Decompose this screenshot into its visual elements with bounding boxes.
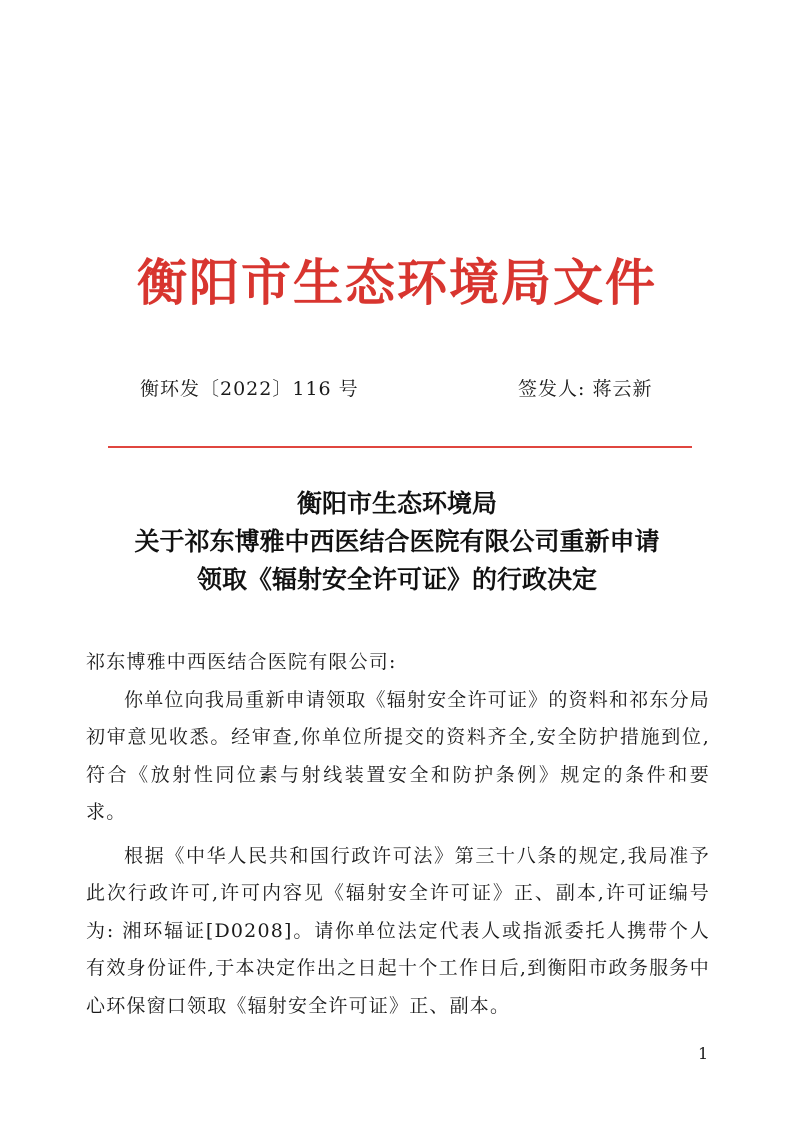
document-number: 衡环发〔2022〕116 号 bbox=[140, 378, 359, 400]
title-line: 关于祁东博雅中西医结合医院有限公司重新申请 bbox=[134, 527, 660, 556]
body-paragraph: 根据《中华人民共和国行政许可法》第三十八条的规定,我局准予此次行政许可,许可内容见《辐射安全许可证》正、副本,许可证编号为: 湘环辐证[D0208]。请你单位法定代表人或指派委托人携带个人有效身份证件,于本决定作出之日起十个工作日后,到衡阳市政务服务中心环保窗口领取《辐射安全许可证》正、副本。 bbox=[86, 844, 710, 1017]
addressee: 祁东博雅中西医结合医院有限公司: bbox=[86, 651, 397, 673]
signer: 签发人: 蒋云新 bbox=[518, 378, 653, 400]
page-number: 1 bbox=[698, 1044, 709, 1063]
red-divider-rule bbox=[108, 446, 692, 448]
body-paragraph: 你单位向我局重新申请领取《辐射安全许可证》的资料和祁东分局初审意见收悉。经审查,你单位所提交的资料齐全,安全防护措施到位,符合《放射性同位素与射线装置安全和防护条例》规定的条件和要求。 bbox=[86, 688, 710, 823]
document-body bbox=[86, 644, 710, 1025]
title-line: 衡阳市生态环境局 bbox=[296, 489, 497, 518]
agency-header-title: 衡阳市生态环境局文件 bbox=[137, 254, 657, 312]
document-title bbox=[0, 485, 794, 599]
title-line: 领取《辐射安全许可证》的行政决定 bbox=[196, 565, 597, 594]
